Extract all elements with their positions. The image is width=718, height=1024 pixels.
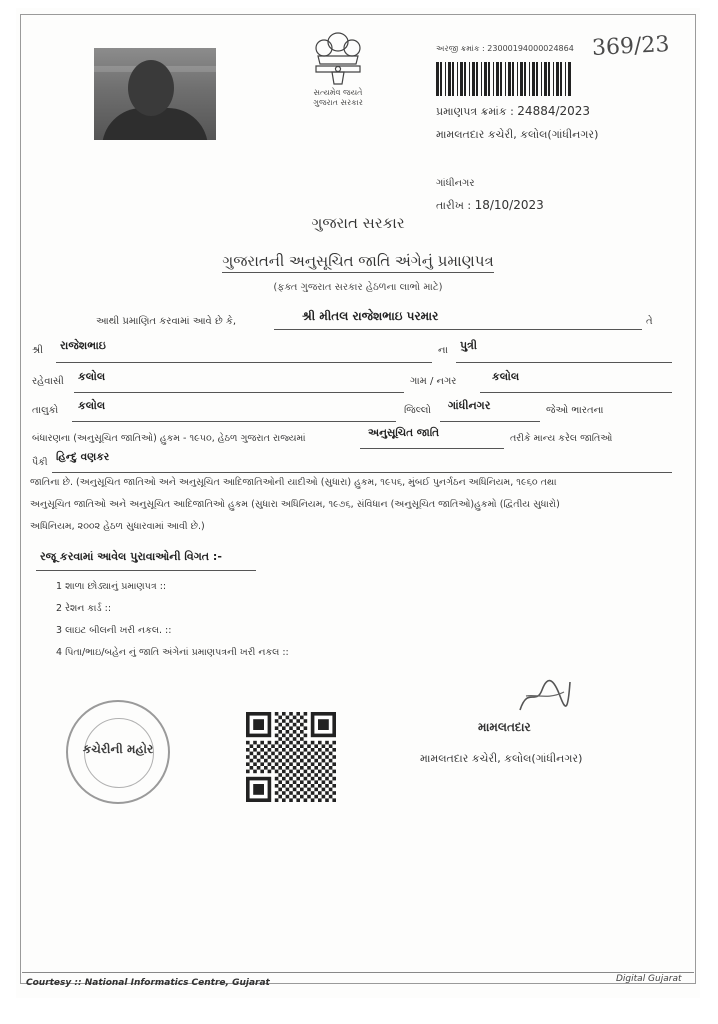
emblem-caption [284,88,392,107]
certificate-number [436,104,590,119]
signatory-office: મામલતદાર કચેરી, કલોલ(ગાંધીનગર) [420,752,583,765]
office-seal [66,700,170,804]
applicant-name: શ્રી મીતલ રાજેશભાઇ પરમાર [302,309,439,323]
legal-paragraph-line: જાતિના છે. (અનુસૂચિત જાતિઓ અને અનુસૂચિત આદિજાતિઓની યાદીઓ (સુધારા) હુકમ, ૧૯૫૬, મુંબઈ પુનર્ગઠન અધિનિયમ, ૧૯૬૦ તથા [30,477,557,488]
resident-label: રહેવાસી [32,376,64,387]
emblem-government: ગુજરાત સરકાર [313,97,363,107]
government-title: ગુજરાત સરકાર [311,214,405,232]
resident-value: કલોલ [78,370,106,383]
certificate-number-label: પ્રમાણપત્ર ક્રમાંક : [436,105,514,118]
legal-paragraph-line: અધિનિયમ, ૨૦૦૨ હેઠળ સુધારવામાં આવી છે.) [30,521,205,532]
na-label: ના [438,345,448,356]
issuing-office: મામલતદાર કચેરી, કલોલ(ગાંધીનગર) [436,128,599,141]
caste-value: હિન્દુ વણકર [56,451,110,463]
certificate-number-value: 24884/2023 [517,104,591,118]
district-value: ગાંધીનગર [448,399,491,412]
taluka-value: કલોલ [78,399,106,412]
evidence-item: 4 પિતા/ભાઇ/બહેન નું જાતિ અંગેનાં પ્રમાણપત્રની ખરી નકલ :: [56,647,289,658]
signature-scribble [514,676,574,716]
digital-gujarat-brand: Digital Gujarat [616,974,682,984]
evidence-list [56,576,289,664]
constitution-text: બંધારણના (અનુસૂચિત જાતિઓ) હુકમ - ૧૯૫૦, હેઠળ ગુજરાત રાજ્યમાં [32,433,306,444]
handwritten-reference: 369/23 [591,31,671,62]
village-value: કલોલ [492,370,520,383]
relation: પુત્રી [460,339,478,352]
district-label: જિલ્લો [404,405,431,416]
certificate-note: (ફક્ત ગુજરાત સરકાર હેઠળના લાભો માટે) [273,282,443,293]
application-number [436,44,574,54]
emblem-motto: સત્યમેવ જયતે [313,88,363,97]
certificate-page [16,8,700,998]
evidence-item: 1 શાળા છોડ્યાનું પ્રમાણપત્ર :: [56,581,167,592]
evidence-item: 2 રેશન કાર્ડ :: [56,603,112,614]
evidence-heading: રજૂ કરવામાં આવેલ પુરાવાઓની વિગત :- [40,550,222,563]
country-label: જેઓ ભારતના [546,405,604,416]
father-name: રાજેશભાઇ [60,339,106,352]
barcode [434,60,574,100]
intro-text: આથી પ્રમાણિત કરવામાં આવે છે કે, [96,316,237,327]
qr-code [246,712,340,808]
issue-date-value: 18/10/2023 [474,198,544,212]
village-label: ગામ / નગર [410,376,457,387]
application-number-label: અરજી ક્રમાંક : [436,44,485,53]
legal-paragraph-line: અનુસૂચિત જાતિઓ અને અનુસૂચિત આદિજાતિઓ હુકમ (સુધારા અધિનિયમ, ૧૯૭૬, સંવિધાન (અનુસૂચિત જાતિઓ)હુકમો (દ્વિતીય સુધારો) [30,499,560,510]
application-number-value: 23000194000024864 [487,44,574,53]
applicant-photo [94,48,216,140]
seal-text: કચેરીની મહોર [82,742,154,756]
issue-place: ગાંધીનગર [436,178,475,189]
issue-date [436,198,544,213]
taluka-label: તાલુકો [32,405,59,416]
caste-prefix: પૈકી [32,457,48,468]
caste-category: અનુસૂચિત જાતિ [368,427,440,439]
te-text: તે [646,316,653,327]
issue-date-label: તારીખ : [436,199,472,212]
shri-label: શ્રી [32,345,44,356]
legal-paragraph [30,472,690,538]
evidence-item: 3 લાઇટ બીલની ખરી નકલ. :: [56,625,172,636]
recognized-text: તરીકે માન્ય કરેલ જાતિઓ [510,433,613,444]
courtesy-text: Courtesy :: National Informatics Centre, Gujarat [26,978,270,988]
signatory-title: મામલતદાર [478,720,531,734]
certificate-title: ગુજરાતની અનુસૂચિત જાતિ અંગેનું પ્રમાણપત્ર [16,252,700,270]
